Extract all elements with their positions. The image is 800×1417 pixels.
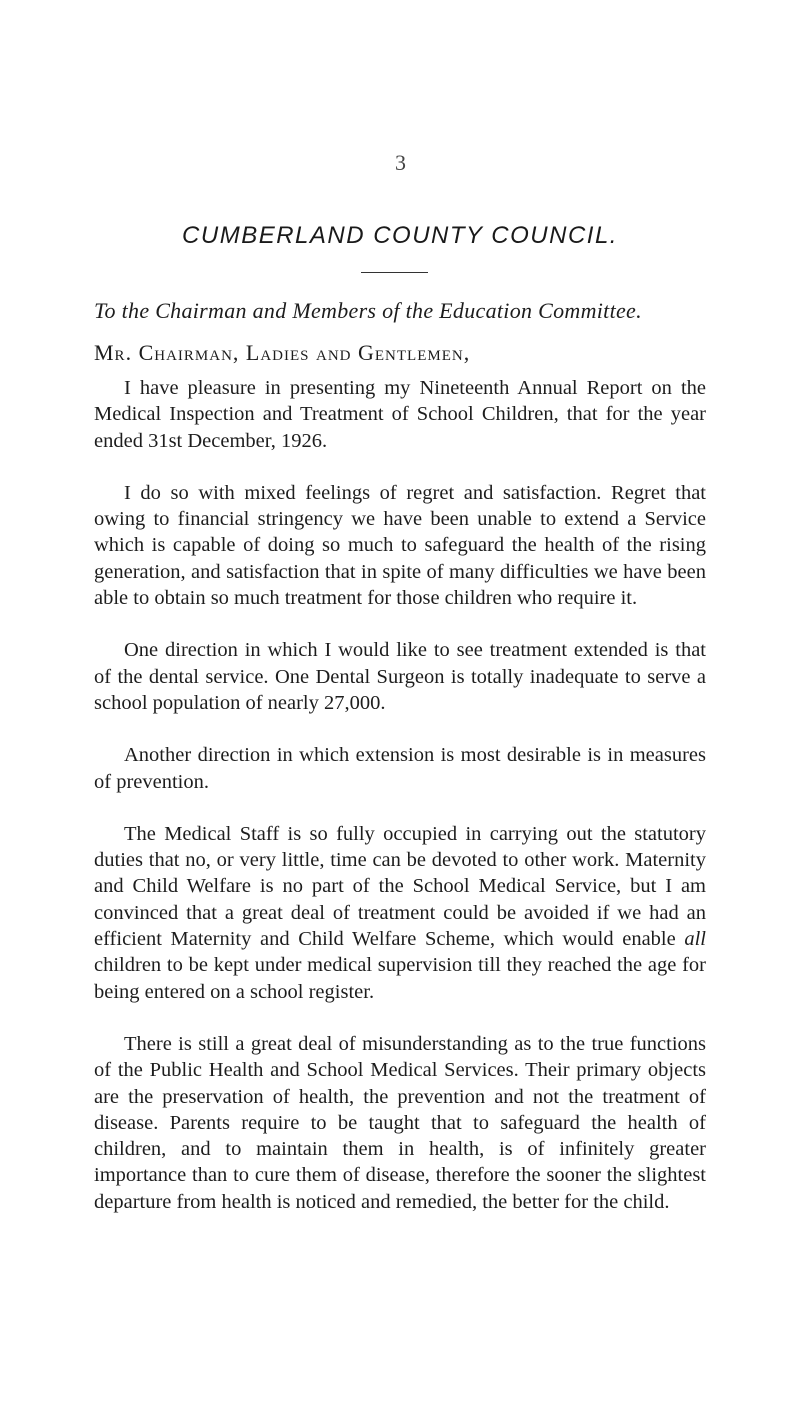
page-number: 3 (395, 150, 406, 175)
paragraph-5 (94, 821, 706, 1005)
title-divider (361, 272, 428, 273)
addressee-line: To the Chairman and Members of the Education Committee. (94, 298, 642, 323)
salutation: Mr. Chairman, Ladies and Gentlemen, (94, 340, 471, 365)
paragraph-5-part-2: children to be kept under medical supervision till they reached the age for being entered on a school register. (94, 954, 706, 1003)
paragraph-2: I do so with mixed feelings of regret and satisfaction. Regret that owing to financial stringency we have been unable to extend a Service which is capable of doing so much to safeguard the health of the rising generation, and satisfaction that in spite of many difficulties we have been able to obtain so much treatment for those children who require it. (94, 481, 706, 610)
paragraph-5-emphasis: all (684, 928, 706, 951)
paragraph-3: One direction in which I would like to see treatment extended is that of the dental service. One Dental Surgeon is totally inadequate to serve a school population of nearly 27,000. (94, 639, 706, 714)
council-title: CUMBERLAND COUNTY COUNCIL. (182, 222, 618, 249)
paragraph-6: There is still a great deal of misunderstanding as to the true functions of the Public Health and School Medical Services. Their primary objects are the preservation of health, the prevention and not the treatment of disease. Parents require to be taught that to safeguard the health of children, and to maintain them in health, is of infinitely greater importance than to cure them of disease, therefore the sooner the slightest departure from health is noticed and remedied, the better for the child. (94, 1032, 706, 1213)
paragraph-4: Another direction in which extension is most desirable is in measures of prevention. (94, 744, 706, 793)
report-body (94, 375, 706, 1241)
paragraph-1: I have pleasure in presenting my Nineteenth Annual Report on the Medical Inspection and Treatment of School Children, that for the year ended 31st December, 1926. (94, 377, 706, 452)
paragraph-5-part-1: The Medical Staff is so fully occupied in carrying out the statutory duties that no, or very little, time can be devoted to other work. Maternity and Child Welfare is no part of the School Medical Service, but I am convinced that a great deal of treatment could be avoided if we had an efficient Maternity and Child Welfare Scheme, which would enable (94, 822, 706, 951)
